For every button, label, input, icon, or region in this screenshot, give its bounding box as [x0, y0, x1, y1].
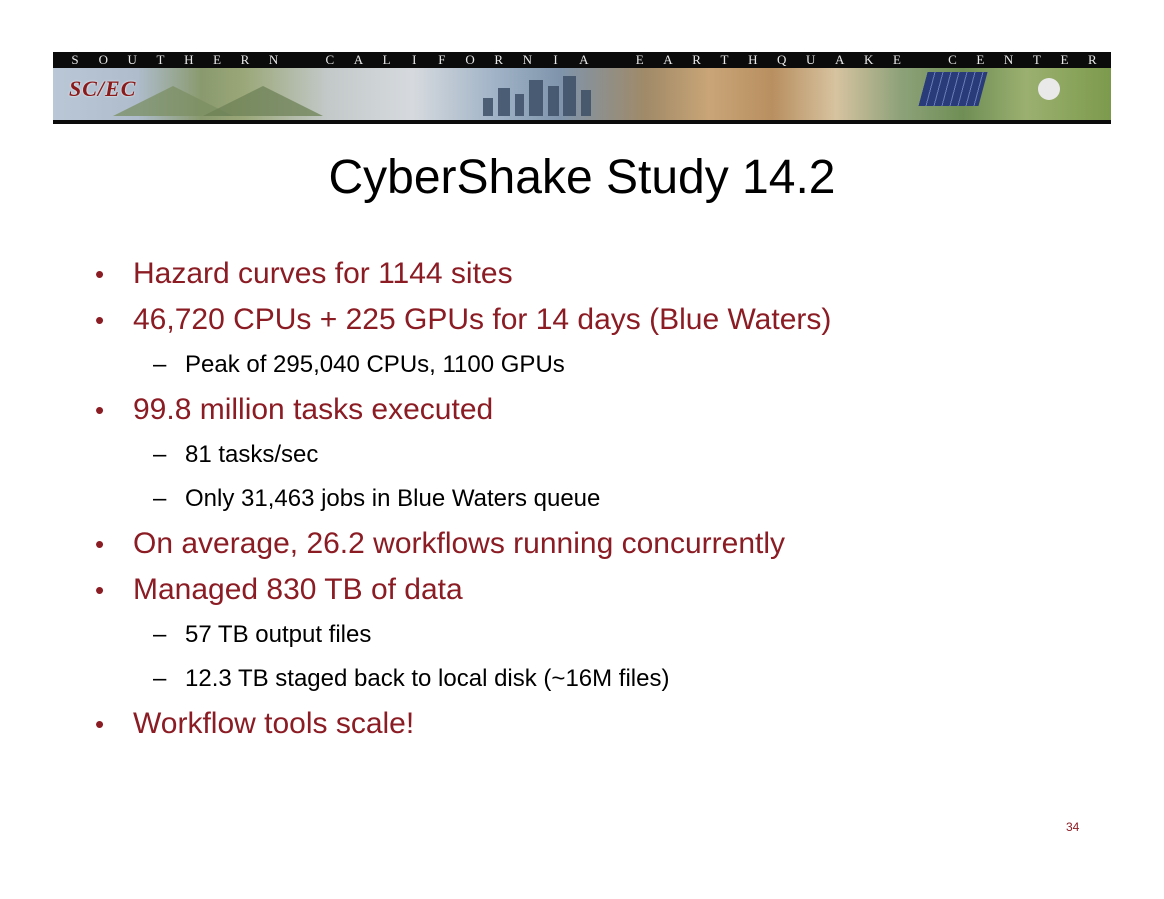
- organization-name: [71, 52, 1097, 68]
- sub-bullet-item: [95, 346, 1095, 390]
- bullet-marker: •: [95, 575, 105, 605]
- scec-logo: SC/EC: [69, 76, 137, 101]
- bullet-marker: •: [95, 259, 105, 289]
- dash-marker: –: [153, 485, 167, 512]
- bullet-marker: •: [95, 529, 105, 559]
- building-shape: [483, 98, 493, 116]
- bullet-text: Peak of 295,040 CPUs, 1100 GPUs: [185, 351, 565, 378]
- bullet-item: [95, 570, 1095, 616]
- sub-bullet-item: [95, 660, 1095, 704]
- bullet-text: 99.8 million tasks executed: [133, 393, 494, 426]
- bullet-text: Hazard curves for 1144 sites: [133, 257, 513, 290]
- banner-letter: N: [522, 52, 532, 67]
- bullet-text: On average, 26.2 workflows running concurrently: [133, 527, 786, 560]
- bullet-marker: •: [95, 709, 105, 739]
- slide-title: CyberShake Study 14.2: [328, 151, 836, 204]
- banner-letter: H: [748, 52, 758, 67]
- bullet-item: [95, 390, 1095, 436]
- bullet-text: 57 TB output files: [185, 621, 372, 648]
- bullet-item: [95, 300, 1095, 346]
- banner-letter: C: [325, 52, 335, 67]
- bullet-text: Workflow tools scale!: [133, 707, 415, 740]
- banner-letter: R: [240, 52, 250, 67]
- bullet-list: [95, 254, 1095, 750]
- sub-bullet-item: [95, 480, 1095, 524]
- banner-letter: I: [412, 52, 417, 67]
- banner-letter: E: [976, 52, 985, 67]
- banner-letter: I: [553, 52, 558, 67]
- banner-letter: E: [892, 52, 901, 67]
- bullet-marker: •: [95, 305, 105, 335]
- building-shape: [581, 90, 591, 116]
- banner-letter: A: [834, 52, 845, 67]
- banner-letter: Q: [777, 52, 787, 67]
- bullet-item: [95, 254, 1095, 300]
- banner-letter: R: [692, 52, 701, 67]
- building-shape: [563, 76, 576, 116]
- banner-letter: T: [156, 52, 165, 67]
- banner-letter: A: [663, 52, 673, 67]
- banner-letter: U: [806, 52, 816, 67]
- banner-letter: A: [579, 52, 589, 67]
- building-shape: [529, 80, 543, 116]
- banner-bottom-border: [53, 120, 1111, 124]
- solar-panel-shape: [918, 72, 987, 106]
- dash-marker: –: [153, 441, 167, 468]
- banner-letter: L: [382, 52, 391, 67]
- bullet-item: [95, 704, 1095, 750]
- banner-letter: O: [98, 52, 108, 67]
- gps-dome-shape: [1038, 78, 1060, 100]
- banner-letter: O: [465, 52, 475, 67]
- bullet-text: Only 31,463 jobs in Blue Waters queue: [185, 485, 601, 512]
- banner-letter: C: [948, 52, 957, 67]
- banner-letter: T: [1032, 52, 1041, 67]
- building-shape: [498, 88, 510, 116]
- banner-letter: S: [71, 52, 79, 67]
- banner-letter: H: [184, 52, 194, 67]
- mountain-shape: [203, 86, 323, 116]
- banner-letter: F: [438, 52, 446, 67]
- banner-letter: E: [1060, 52, 1069, 67]
- banner-letter: T: [720, 52, 729, 67]
- banner-letter: R: [1088, 52, 1097, 67]
- banner-letter: N: [1003, 52, 1014, 67]
- banner-letter: E: [635, 52, 644, 67]
- building-shape: [548, 86, 559, 116]
- building-shape: [515, 94, 524, 116]
- sub-bullet-item: [95, 436, 1095, 480]
- sub-bullet-item: [95, 616, 1095, 660]
- dash-marker: –: [153, 621, 167, 648]
- bullet-item: [95, 524, 1095, 570]
- bullet-marker: •: [95, 395, 105, 425]
- page-number: 34: [1066, 820, 1080, 834]
- bullet-text: 46,720 CPUs + 225 GPUs for 14 days (Blue Waters): [133, 303, 832, 336]
- dash-marker: –: [153, 351, 167, 378]
- banner-photo-collage: [53, 68, 1111, 120]
- banner-letter: E: [213, 52, 222, 67]
- bullet-text: 81 tasks/sec: [185, 441, 319, 468]
- banner-letter: R: [494, 52, 504, 67]
- banner-letter: U: [127, 52, 137, 67]
- header-banner: [53, 52, 1111, 124]
- banner-letter: N: [268, 52, 279, 67]
- banner-letter: K: [863, 52, 874, 67]
- banner-letter: A: [353, 52, 364, 67]
- dash-marker: –: [153, 665, 167, 692]
- bullet-text: 12.3 TB staged back to local disk (~16M files): [185, 665, 670, 692]
- bullet-text: Managed 830 TB of data: [133, 573, 463, 606]
